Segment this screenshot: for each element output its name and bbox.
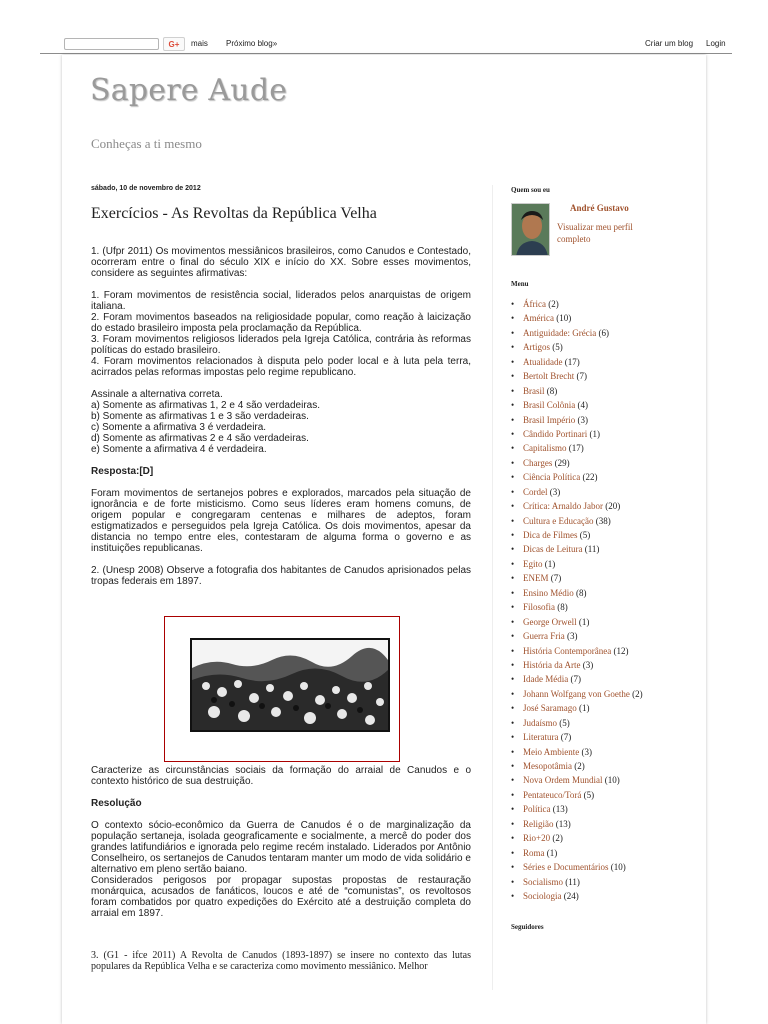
bullet-icon: • [511, 342, 515, 353]
bullet-icon: • [511, 732, 515, 743]
bullet-icon: • [511, 385, 515, 396]
view-profile-link[interactable]: Visualizar meu perfil completo [557, 222, 633, 244]
menu-item[interactable] [511, 297, 643, 311]
menu-item-count: (10) [610, 862, 626, 873]
menu-item[interactable] [511, 542, 643, 556]
menu-item[interactable] [511, 672, 643, 686]
menu-item-count: (22) [582, 472, 598, 483]
menu-item-count: (2) [552, 833, 563, 844]
blogger-navbar [0, 0, 768, 55]
menu-item-label[interactable]: Antiguidade: Grécia [523, 327, 597, 338]
menu-item[interactable] [511, 644, 643, 658]
menu-item-label[interactable]: Cordel [523, 486, 548, 497]
menu-item-count: (7) [560, 732, 572, 743]
q1-statement-3: 3. Foram movimentos religiosos liderados pela Igreja Católica, contrária às reformas políticas do estado brasileiro. [91, 334, 471, 356]
menu-item[interactable] [511, 586, 643, 600]
more-link[interactable]: mais [191, 39, 208, 48]
menu-title: Menu [511, 280, 529, 288]
q2-resolution-p2: Considerados perigosos por propagar supostas propostas de restauração monárquica, acusados de fanáticos, loucos e até de “comunistas”, os revoltosos foram combatidos por quatro expedições do Exército até a destruição completa do arraial em 1897. [91, 875, 471, 919]
menu-item-count: (12) [613, 645, 629, 656]
menu-item[interactable] [511, 427, 643, 441]
menu-item-count: (20) [605, 501, 621, 512]
bullet-icon: • [511, 558, 515, 569]
q2-resolution-p1: O contexto sócio-econômico da Guerra de Canudos é o de marginalização da população sertaneja, isolada geograficamente e socialmente, a mercê do poder dos grandes latifundiários e ignorada pelo regime recém instalado. Liderados por Antônio Conselheiro, os sertanejos de Canudos tentaram manter um modo de vida solidário e alternativo em pleno sertão baiano. [91, 820, 471, 875]
menu-item-label[interactable]: Judaísmo [523, 717, 558, 728]
menu-item[interactable] [511, 311, 643, 325]
menu-item-label[interactable]: América [523, 313, 554, 324]
menu-item-count: (3) [582, 659, 594, 670]
menu-item-label[interactable]: História da Arte [523, 659, 581, 670]
menu-item-label[interactable]: Ensino Médio [523, 587, 574, 598]
bullet-icon: • [511, 818, 515, 829]
menu-item-count: (24) [563, 890, 579, 901]
bullet-icon: • [511, 645, 515, 656]
menu-item-count: (7) [570, 674, 581, 685]
menu-item[interactable] [511, 485, 643, 499]
bullet-icon: • [511, 371, 515, 382]
menu-item[interactable] [511, 875, 643, 889]
menu-item-count: (2) [574, 761, 585, 771]
menu-item[interactable] [511, 788, 643, 802]
bullet-icon: • [511, 847, 515, 858]
menu-item[interactable] [511, 658, 643, 672]
menu-item-count: (2) [548, 299, 559, 309]
menu-item-count: (3) [549, 486, 561, 497]
post-body [91, 246, 471, 587]
about-me-title: Quem sou eu [511, 186, 550, 194]
bullet-icon: • [511, 587, 515, 598]
menu-item[interactable] [511, 470, 643, 484]
menu-item[interactable] [511, 730, 643, 744]
menu-item[interactable] [511, 817, 643, 831]
menu-item-label[interactable]: História Contemporânea [523, 645, 612, 656]
bullet-icon: • [511, 428, 515, 439]
navbar-search-input[interactable] [64, 38, 159, 50]
bullet-icon: • [511, 862, 515, 873]
menu-item[interactable] [511, 528, 643, 542]
menu-item-count: (1) [579, 703, 590, 714]
bullet-icon: • [511, 631, 515, 642]
menu-item-count: (13) [552, 804, 568, 815]
menu-item-label[interactable]: Roma [523, 847, 545, 858]
canudos-photo-frame[interactable] [164, 616, 400, 762]
menu-item[interactable] [511, 441, 643, 455]
menu-item-count: (5) [579, 530, 591, 540]
profile-name-link[interactable]: André Gustavo [570, 203, 629, 213]
post-body-continued [91, 765, 471, 919]
menu-item[interactable] [511, 384, 643, 398]
q1-statement-2: 2. Foram movimentos baseados na religiosidade popular, como reação à laicização do estado brasileiro imposta pela proclamação da República. [91, 312, 471, 334]
bullet-icon: • [511, 659, 515, 670]
menu-item[interactable] [511, 615, 643, 629]
menu-item[interactable] [511, 398, 643, 412]
menu-item[interactable] [511, 687, 643, 701]
profile-avatar-illustration [512, 204, 550, 256]
menu-item[interactable] [511, 355, 643, 369]
menu-item-label[interactable]: Idade Média [523, 674, 569, 685]
menu-item-count: (5) [583, 789, 595, 800]
menu-item[interactable] [511, 571, 643, 585]
q1-option-c: c) Somente a afirmativa 3 é verdadeira. [91, 422, 267, 433]
menu-item-label[interactable]: Rio+20 [523, 833, 551, 844]
bullet-icon: • [511, 616, 515, 627]
q1-answer: Resposta:[D] [91, 466, 154, 477]
menu-item[interactable] [511, 831, 643, 845]
canudos-photo [190, 638, 390, 732]
menu-item-label[interactable]: Brasil [523, 385, 545, 396]
menu-item[interactable] [511, 846, 643, 860]
menu-item-count: (3) [566, 631, 578, 642]
blog-title[interactable]: Sapere Aude [90, 73, 288, 108]
google-plus-button[interactable]: G+ [163, 37, 185, 51]
menu-item-label[interactable]: Meio Ambiente [523, 746, 580, 757]
menu-item[interactable] [511, 413, 643, 427]
menu-item-label[interactable]: Crítica: Arnaldo Jabor [523, 501, 603, 512]
q1-statement-4: 4. Foram movimentos relacionados à disputa pelo poder local e à luta pela terra, acirrados pelas reformas impostas pelo regime republicano. [91, 356, 471, 378]
menu-item-count: (8) [546, 385, 558, 396]
bullet-icon: • [511, 515, 515, 526]
menu-item-count: (17) [568, 443, 584, 454]
bullet-icon: • [511, 472, 515, 483]
bullet-icon: • [511, 327, 515, 338]
bullet-icon: • [511, 573, 515, 584]
post-title[interactable]: Exercícios - As Revoltas da República Velha [91, 205, 377, 222]
menu-item-count: (13) [555, 818, 571, 829]
profile-avatar[interactable] [511, 203, 550, 256]
bullet-icon: • [511, 313, 515, 324]
menu-item-label[interactable]: Religião [523, 818, 554, 829]
menu-item-count: (11) [584, 544, 600, 555]
menu-item-label[interactable]: Mesopotâmia [523, 761, 572, 771]
menu-item-label[interactable]: Séries e Documentários [523, 862, 609, 873]
menu-item-label[interactable]: Literatura [523, 732, 559, 743]
bullet-icon: • [511, 602, 515, 613]
menu-item-label[interactable]: Guerra Fria [523, 631, 565, 642]
bullet-icon: • [511, 299, 515, 309]
menu-item[interactable] [511, 860, 643, 874]
followers-title: Seguidores [511, 923, 544, 931]
post-date: sábado, 10 de novembro de 2012 [91, 185, 201, 192]
q1-statement-1: 1. Foram movimentos de resistência social, liderados pelos anarquistas de origem italiana. [91, 290, 471, 312]
menu-item-count: (3) [577, 414, 588, 425]
menu-item-label[interactable]: África [523, 299, 546, 309]
login-link[interactable]: Login [706, 39, 726, 48]
menu-item-count: (1) [544, 558, 556, 569]
bullet-icon: • [511, 443, 515, 454]
menu-item[interactable] [511, 514, 643, 528]
menu-item-label[interactable]: Atualidade [523, 356, 563, 367]
menu-item-count: (10) [556, 313, 572, 324]
create-blog-link[interactable]: Criar um blog [645, 39, 694, 48]
menu-item-count: (29) [554, 457, 570, 468]
menu-item-label[interactable]: Nova Ordem Mundial [523, 775, 603, 786]
menu-item[interactable] [511, 745, 643, 759]
menu-item[interactable] [511, 456, 643, 470]
menu-item-label[interactable]: José Saramago [523, 703, 577, 714]
menu-item-label[interactable]: Brasil Império [523, 414, 576, 425]
menu-item[interactable] [511, 600, 643, 614]
menu-item-count: (1) [589, 428, 600, 439]
menu-item-count: (5) [559, 717, 570, 728]
bullet-icon: • [511, 890, 515, 901]
menu-item-label[interactable]: Ciência Política [523, 472, 581, 483]
blog-description: Conheças a ti mesmo [91, 136, 202, 151]
menu-item-label[interactable]: Dicas de Leitura [523, 544, 583, 555]
bullet-icon: • [511, 544, 515, 555]
menu-item-count: (7) [550, 573, 562, 584]
menu-item[interactable] [511, 326, 643, 340]
q1-explanation: Foram movimentos de sertanejos pobres e explorados, marcados pela situação de ignorância e de forte misticismo. Como seus líderes eram homens comuns, de origem popular e congregaram centenas e milhares de adeptos, foram estigmatizados e perseguidos pela Igreja Católica. Os dois movimentos, apesar da distancia no tempo entre eles, contestaram de alguma forma o governo e as instituições republicanas. [91, 488, 471, 554]
q2-resolution-title: Resolução [91, 798, 142, 809]
bullet-icon: • [511, 775, 515, 786]
menu-item-label[interactable]: Pentateuco/Torá [523, 789, 582, 800]
bullet-icon: • [511, 761, 515, 771]
q1-intro: 1. (Ufpr 2011) Os movimentos messiânicos brasileiros, como Canudos e Contestado, ocorreram entre o final do século XIX e início do XX. Sobre esses movimentos, considere as seguintes afirmativas: [91, 246, 471, 279]
bullet-icon: • [511, 400, 515, 411]
bullet-icon: • [511, 703, 515, 714]
menu-item[interactable] [511, 802, 643, 816]
menu-item-label[interactable]: Bertolt Brecht [523, 371, 575, 382]
menu-item-count: (1) [578, 616, 590, 627]
bullet-icon: • [511, 876, 515, 887]
menu-item[interactable] [511, 716, 643, 730]
menu-item-count: (1) [546, 847, 558, 858]
bullet-icon: • [511, 688, 515, 699]
menu-item[interactable] [511, 557, 643, 571]
menu-item-count: (38) [595, 515, 611, 526]
bullet-icon: • [511, 356, 515, 367]
sidebar-divider [492, 185, 493, 990]
next-blog-link[interactable]: Próximo blog» [226, 39, 278, 48]
bullet-icon: • [511, 746, 515, 757]
q3-intro: 3. (G1 - ifce 2011) A Revolta de Canudos (1893-1897) se insere no contexto das lutas populares da República Velha e se caracteriza como movimento messiânico. Melhor [91, 950, 471, 972]
menu-item[interactable] [511, 889, 643, 903]
menu-item-label[interactable]: Cultura e Educação [523, 515, 594, 526]
menu-item-label[interactable]: Capitalismo [523, 443, 567, 454]
navbar-divider [40, 53, 732, 54]
bullet-icon: • [511, 486, 515, 497]
q1-option-b: b) Somente as afirmativas 1 e 3 são verdadeiras. [91, 411, 309, 422]
menu-item[interactable] [511, 701, 643, 715]
menu-item-count: (3) [581, 746, 592, 757]
menu-item-count: (2) [632, 688, 643, 699]
menu-item-label[interactable]: Artigos [523, 342, 550, 353]
bullet-icon: • [511, 501, 515, 512]
menu-item-count: (8) [557, 602, 568, 613]
menu-item-count: (6) [598, 327, 609, 338]
bullet-icon: • [511, 789, 515, 800]
menu-item[interactable] [511, 369, 643, 383]
q1-option-d: d) Somente as afirmativas 2 e 4 são verdadeiras. [91, 433, 309, 444]
menu-item-label[interactable]: Brasil Colônia [523, 400, 576, 411]
menu-item-count: (7) [576, 371, 587, 382]
q1-prompt: Assinale a alternativa correta. [91, 389, 223, 400]
menu-item-count: (11) [565, 876, 580, 887]
menu-item-label[interactable]: Política [523, 804, 551, 815]
menu-item-label[interactable]: Cândido Portinari [523, 428, 588, 439]
menu-item-label[interactable]: Johann Wolfgang von Goethe [523, 688, 630, 699]
menu-item-label[interactable]: ENEM [523, 573, 549, 584]
q2-intro: 2. (Unesp 2008) Observe a fotografia dos habitantes de Canudos aprisionados pelas tropas federais em 1897. [91, 565, 471, 587]
q1-option-a: a) Somente as afirmativas 1, 2 e 4 são verdadeiras. [91, 400, 321, 411]
menu-item-label[interactable]: Sociologia [523, 890, 562, 901]
menu-item[interactable] [511, 759, 643, 773]
menu-item-label[interactable]: Dica de Filmes [523, 530, 578, 540]
menu-item-count: (17) [564, 356, 580, 367]
bullet-icon: • [511, 457, 515, 468]
bullet-icon: • [511, 414, 515, 425]
menu-item-count: (8) [576, 587, 587, 598]
canudos-prisoners-illustration [192, 640, 388, 730]
q2-prompt: Caracterize as circunstâncias sociais da formação do arraial de Canudos e o contexto histórico de sua destruição. [91, 765, 471, 787]
bullet-icon: • [511, 833, 515, 844]
menu-item-label[interactable]: Filosofia [523, 602, 556, 613]
menu-item[interactable] [511, 629, 643, 643]
menu-item[interactable] [511, 340, 643, 354]
bullet-icon: • [511, 804, 515, 815]
menu-item[interactable] [511, 499, 643, 513]
menu-item-label[interactable]: Egito [523, 558, 543, 569]
menu-label-list [511, 297, 643, 903]
q1-option-e: e) Somente a afirmativa 4 é verdadeira. [91, 444, 267, 455]
menu-item-count: (5) [552, 342, 563, 353]
menu-item-count: (10) [604, 775, 620, 786]
menu-item-label[interactable]: Socialismo [523, 876, 563, 887]
menu-item-label[interactable]: Charges [523, 457, 553, 468]
menu-item[interactable] [511, 773, 643, 787]
menu-item-count: (4) [577, 400, 588, 411]
bullet-icon: • [511, 717, 515, 728]
bullet-icon: • [511, 530, 515, 540]
bullet-icon: • [511, 674, 515, 685]
menu-item-label[interactable]: George Orwell [523, 616, 577, 627]
